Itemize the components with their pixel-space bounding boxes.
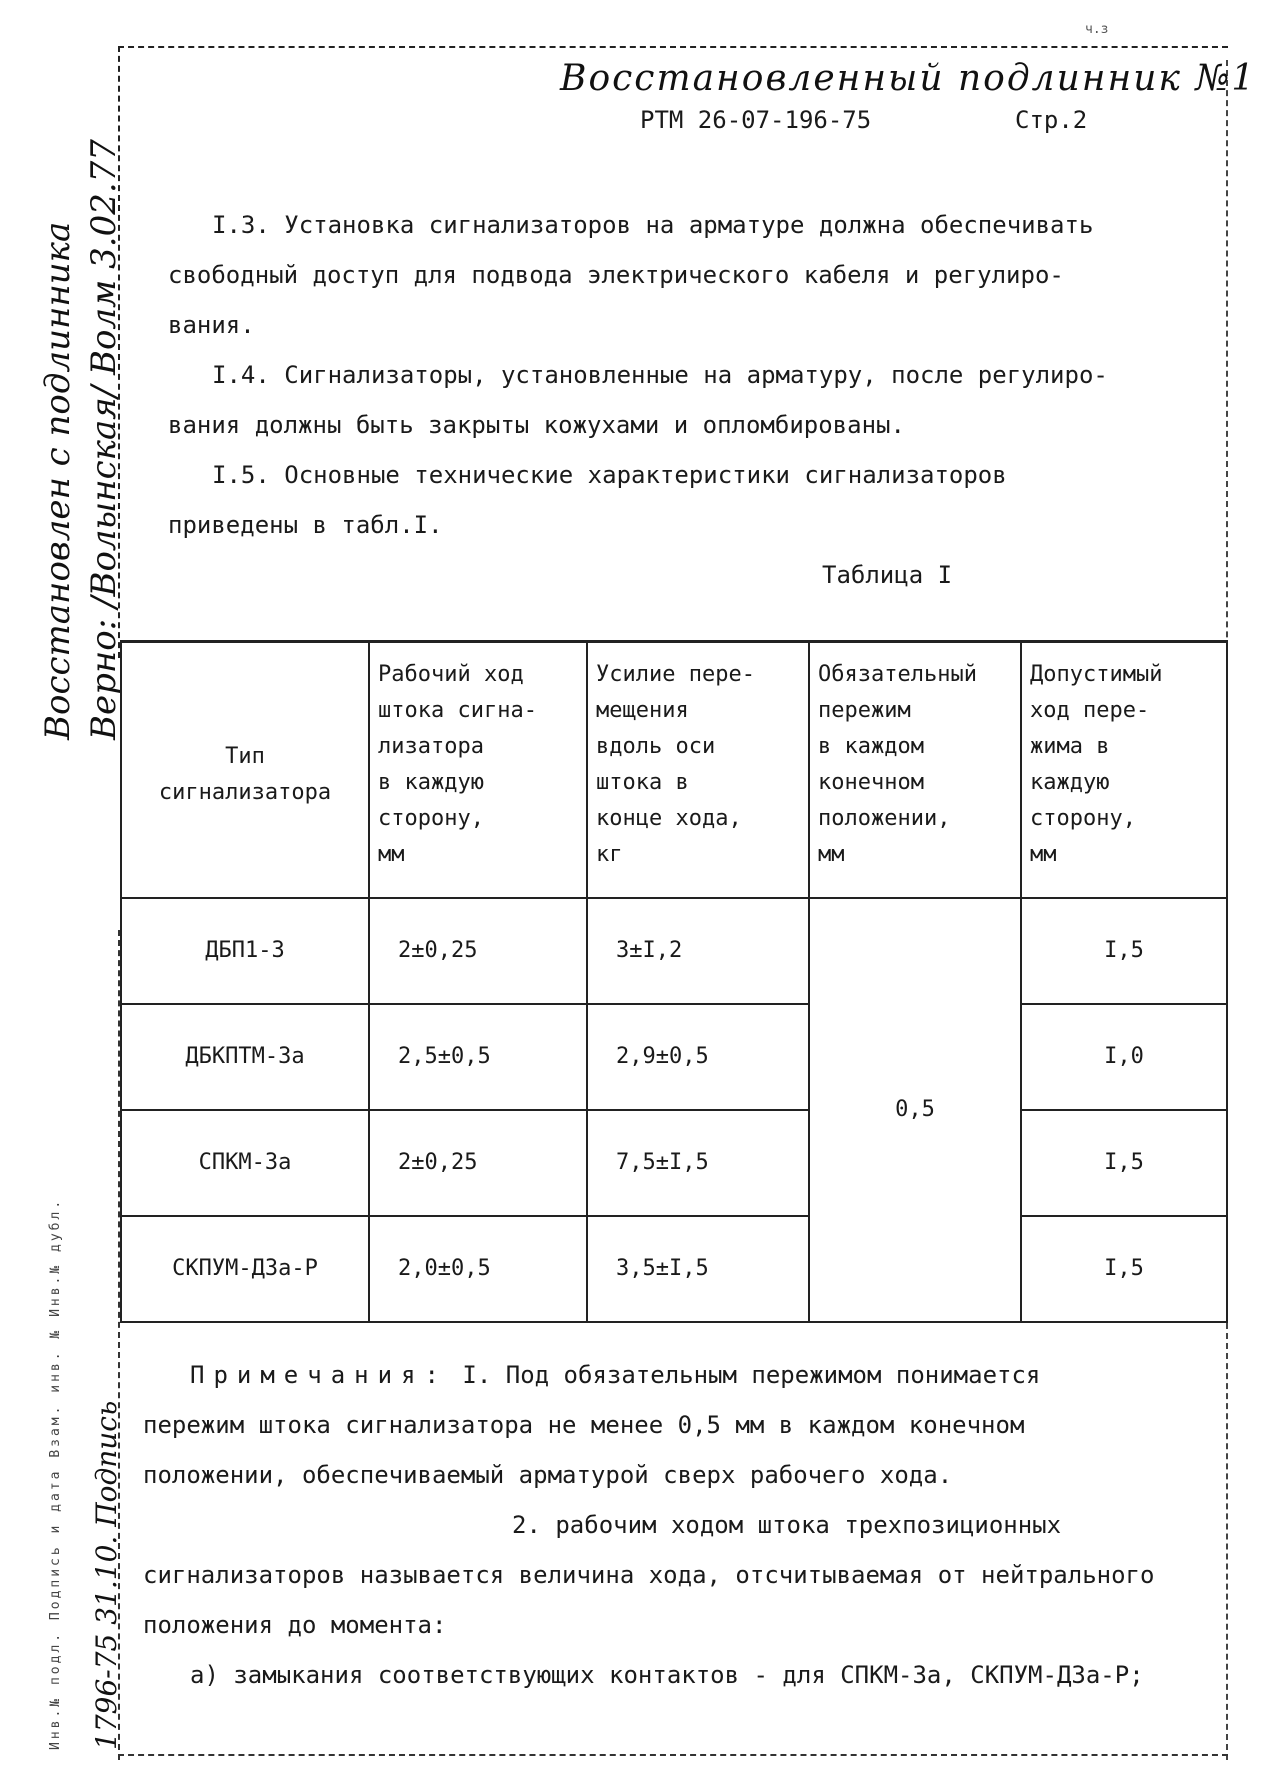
sidebar-verified-note: Верно: /Волынская/ Волм 3.02.77 — [84, 139, 124, 740]
cell-displacement-force: 7,5±I,5 — [587, 1110, 809, 1216]
note-1-line-1: I. Под обязательным пережимом понимается — [462, 1361, 1041, 1389]
cell-displacement-force: 2,9±0,5 — [587, 1004, 809, 1110]
paragraph-1-4-line-2: вания должны быть закрыты кожухами и опломбированы. — [168, 411, 905, 439]
signaling-device-spec-table — [120, 640, 1228, 1323]
cell-device-type: ДБП1-3 — [121, 898, 369, 1004]
table-row — [121, 1110, 1227, 1216]
cell-working-travel: 2,5±0,5 — [369, 1004, 587, 1110]
paragraph-1-3-line-2: свободный доступ для подвода электрического кабеля и регулиро- — [168, 261, 1064, 289]
note-2-item-a: а) замыкания соответствующих контактов - для СПКМ-3а, СКПУМ-Д3а-Р; — [190, 1661, 1144, 1689]
header-working-travel-text: Рабочий ход штока сигна- лизатора в каждую сторону, мм — [378, 662, 537, 867]
header-allowed-pinch-travel — [1021, 642, 1227, 898]
cell-allowed-pinch-travel: I,0 — [1021, 1004, 1227, 1110]
header-allowed-pinch-travel-text: Допустимый ход пере- жима в каждую сторону, мм — [1030, 662, 1163, 867]
header-device-type — [121, 642, 369, 898]
sidebar-inventory-signature: 1796-75 31.10. Подпись — [90, 1400, 123, 1750]
note-1-line-3: положении, обеспечиваемый арматурой сверх рабочего хода. — [143, 1461, 953, 1489]
cell-working-travel: 2±0,25 — [369, 898, 587, 1004]
header-displacement-force-text: Усилие пере- мещения вдоль оси штока в конце хода, кг — [596, 662, 755, 867]
paragraph-1-5-line-1: I.5. Основные технические характеристики сигнализаторов — [212, 461, 1007, 489]
cell-device-type: СКПУМ-Д3а-Р — [121, 1216, 369, 1322]
table-row — [121, 1004, 1227, 1110]
document-code: РТМ 26-07-196-75 — [640, 106, 872, 134]
table-row — [121, 1216, 1227, 1322]
cell-allowed-pinch-travel: I,5 — [1021, 898, 1227, 1004]
cell-allowed-pinch-travel: I,5 — [1021, 1216, 1227, 1322]
cell-device-type: СПКМ-3а — [121, 1110, 369, 1216]
note-2-line-2: сигнализаторов называется величина хода, отсчитываемая от нейтрального — [143, 1561, 1155, 1589]
paragraph-1-3-line-3: вания. — [168, 311, 255, 339]
cell-working-travel: 2±0,25 — [369, 1110, 587, 1216]
cell-working-travel: 2,0±0,5 — [369, 1216, 587, 1322]
header-mandatory-pinch-text: Обязательный пережим в каждом конечном положении, мм — [818, 662, 977, 867]
note-2-line-3: положения до момента: — [143, 1611, 447, 1639]
notes-line-1 — [190, 1350, 1040, 1400]
cell-allowed-pinch-travel: I,5 — [1021, 1110, 1227, 1216]
cell-device-type: ДБКПТМ-3а — [121, 1004, 369, 1110]
header-device-type-text: Тип сигнализатора — [158, 743, 332, 805]
restored-original-stamp: Восстановленный подлинник №1 — [560, 58, 1257, 99]
table-caption: Таблица I — [822, 561, 953, 589]
notes-title: Примечания: — [190, 1361, 448, 1389]
page-number: Стр.2 — [1015, 106, 1088, 134]
sidebar-restored-note: Восстановлен с подлинника — [38, 221, 78, 740]
cell-mandatory-pinch-merged: 0,5 — [809, 898, 1021, 1322]
corner-mark: ч.з — [1085, 22, 1109, 37]
note-2-line-1: 2. рабочим ходом штока трехпозиционных — [512, 1511, 1062, 1539]
header-displacement-force — [587, 642, 809, 898]
paragraph-1-3-line-1: I.3. Установка сигнализаторов на арматуре должна обеспечивать — [212, 211, 1094, 239]
cell-displacement-force: 3±I,2 — [587, 898, 809, 1004]
frame-bottom-border — [118, 1754, 1228, 1756]
sidebar-inventory-fields: Инв.№ подл. Подпись и дата Взам. инв. № Инв.№ дубл. — [48, 1197, 63, 1750]
paragraph-1-5-line-2: приведены в табл.I. — [168, 511, 443, 539]
table-header-row — [121, 642, 1227, 898]
header-working-travel — [369, 642, 587, 898]
paragraph-1-4-line-1: I.4. Сигнализаторы, установленные на арматуру, после регулиро- — [212, 361, 1108, 389]
note-1-line-2: пережим штока сигнализатора не менее 0,5 мм в каждом конечном — [143, 1411, 1025, 1439]
cell-displacement-force: 3,5±I,5 — [587, 1216, 809, 1322]
table-row — [121, 898, 1227, 1004]
header-mandatory-pinch — [809, 642, 1021, 898]
frame-top-border — [118, 46, 1228, 48]
